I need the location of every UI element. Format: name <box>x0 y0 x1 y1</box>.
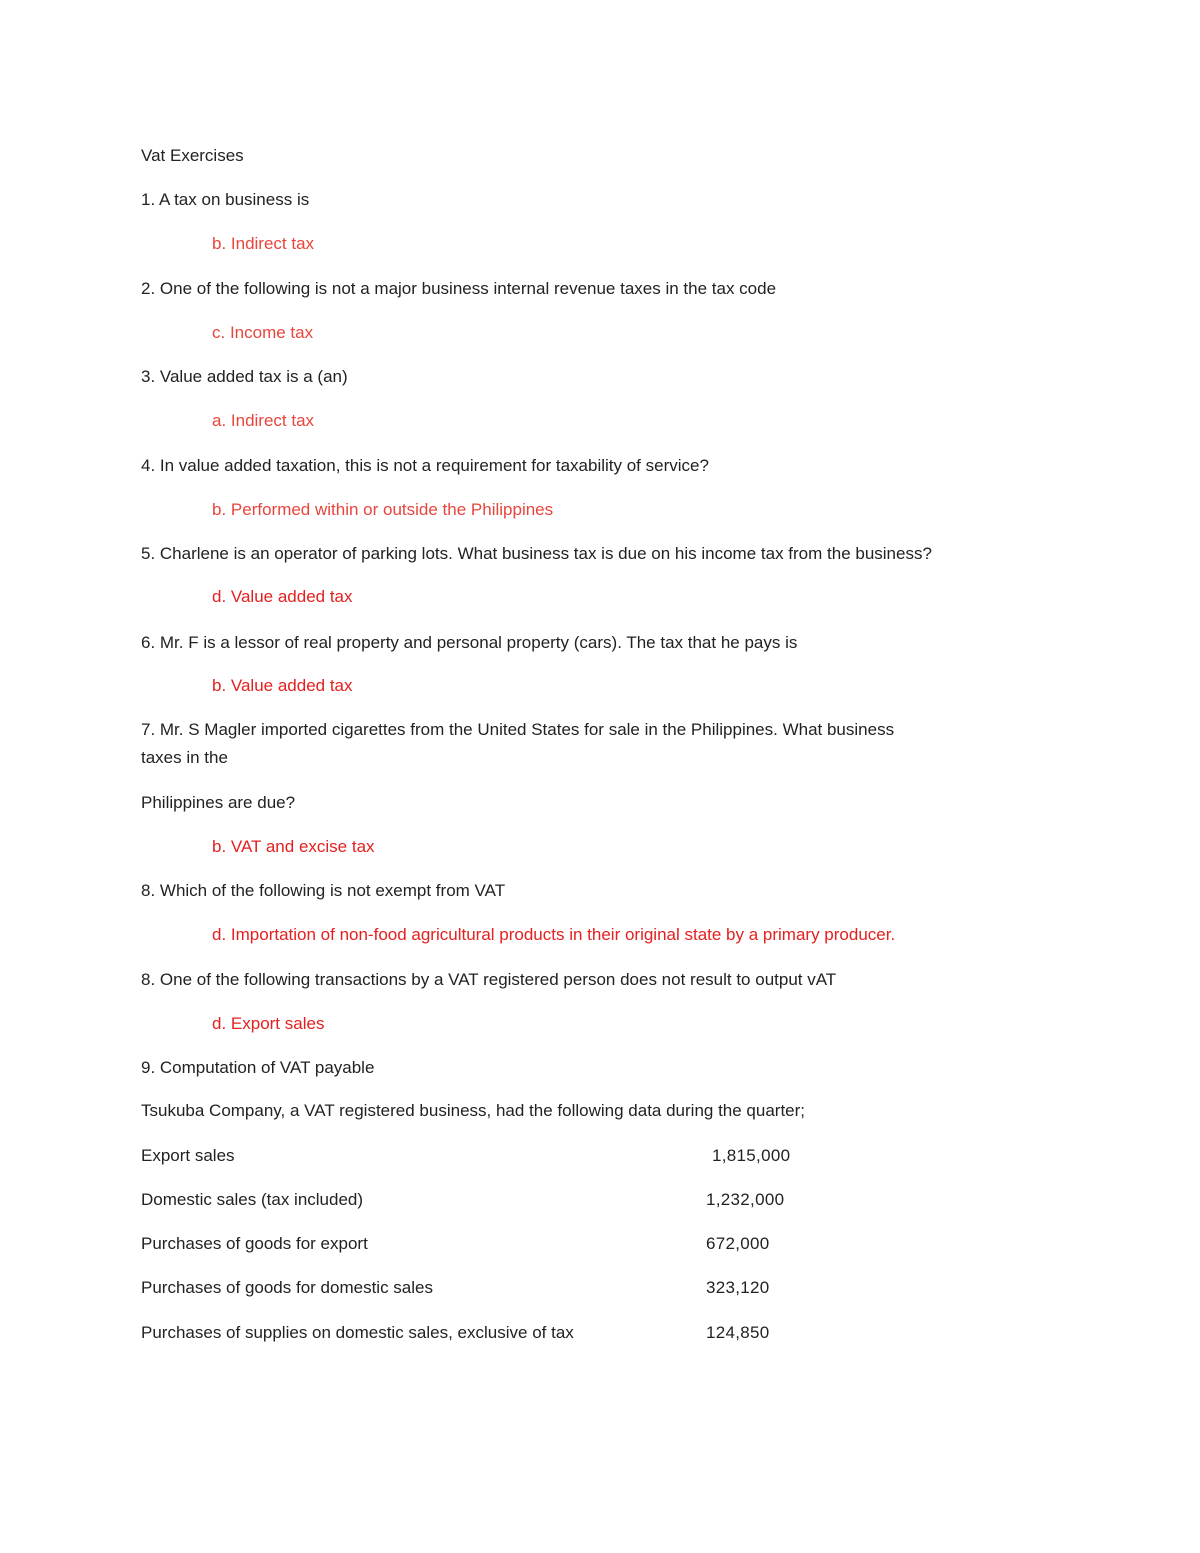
answer-5: d. Value added tax <box>212 587 353 606</box>
question-8a: 8. Which of the following is not exempt from VAT <box>141 881 506 900</box>
data-row-value: 124,850 <box>706 1323 770 1342</box>
question-7-continued: taxes in the <box>141 748 228 767</box>
answer-8b: d. Export sales <box>212 1014 325 1033</box>
data-row-label: Purchases of goods for export <box>141 1234 368 1253</box>
data-row-label: Purchases of goods for domestic sales <box>141 1278 433 1297</box>
question-7: 7. Mr. S Magler imported cigarettes from the United States for sale in the Philippines. What business <box>141 720 895 739</box>
data-row-value: 1,232,000 <box>706 1190 785 1209</box>
question-8b: 8. One of the following transactions by a VAT registered person does not result to output vAT <box>141 970 837 989</box>
answer-4: b. Performed within or outside the Philippines <box>212 500 554 519</box>
answer-1: b. Indirect tax <box>212 234 315 253</box>
question-3: 3. Value added tax is a (an) <box>141 367 348 386</box>
data-row-value: 672,000 <box>706 1234 770 1253</box>
question-9: 9. Computation of VAT payable <box>141 1058 375 1077</box>
document-title: Vat Exercises <box>141 146 244 165</box>
question-2: 2. One of the following is not a major business internal revenue taxes in the tax code <box>141 279 777 298</box>
answer-7: b. VAT and excise tax <box>212 837 375 856</box>
question-1: 1. A tax on business is <box>141 190 310 209</box>
answer-2: c. Income tax <box>212 323 314 342</box>
problem-intro: Tsukuba Company, a VAT registered business, had the following data during the quarter; <box>141 1101 806 1120</box>
data-row-label: Export sales <box>141 1146 235 1165</box>
question-6: 6. Mr. F is a lessor of real property and personal property (cars). The tax that he pays is <box>141 633 798 652</box>
data-row-value: 323,120 <box>706 1278 770 1297</box>
question-4: 4. In value added taxation, this is not a requirement for taxability of service? <box>141 456 709 475</box>
answer-8a: d. Importation of non-food agricultural products in their original state by a primary producer. <box>212 925 896 944</box>
question-7-continued: Philippines are due? <box>141 793 296 812</box>
answer-6: b. Value added tax <box>212 676 353 695</box>
data-row-label: Domestic sales (tax included) <box>141 1190 364 1209</box>
question-5: 5. Charlene is an operator of parking lots. What business tax is due on his income tax from the business? <box>141 544 932 563</box>
data-row-label: Purchases of supplies on domestic sales, exclusive of tax <box>141 1323 574 1342</box>
answer-3: a. Indirect tax <box>212 411 315 430</box>
data-row-value: 1,815,000 <box>712 1146 791 1165</box>
